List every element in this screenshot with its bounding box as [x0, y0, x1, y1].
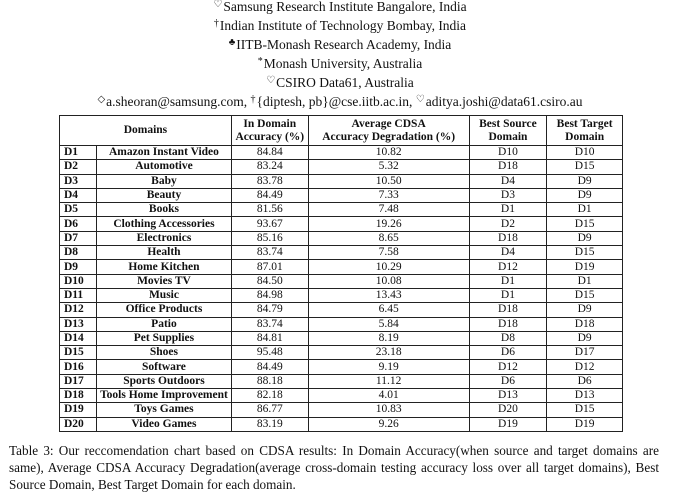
- domain-id-cell: D9: [60, 260, 97, 274]
- best-source-cell: D12: [469, 360, 547, 374]
- best-source-cell: D18: [469, 317, 547, 331]
- cdsa-degradation-cell: 4.01: [308, 389, 469, 403]
- best-source-cell: D4: [469, 174, 547, 188]
- domain-name-cell: Home Kitchen: [97, 260, 232, 274]
- in-domain-accuracy-cell: 84.84: [231, 146, 308, 160]
- domain-name-cell: Books: [97, 203, 232, 217]
- best-target-cell: D15: [547, 160, 623, 174]
- best-source-cell: D1: [469, 288, 547, 302]
- in-domain-accuracy-cell: 83.78: [231, 174, 308, 188]
- cdsa-degradation-cell: 5.32: [308, 160, 469, 174]
- in-domain-accuracy-cell: 84.79: [231, 303, 308, 317]
- cdsa-degradation-cell: 10.50: [308, 174, 469, 188]
- domain-id-cell: D14: [60, 331, 97, 345]
- email-address[interactable]: aditya.joshi@data61.csiro.au: [425, 94, 583, 109]
- affiliation-text: Monash University, Australia: [263, 56, 423, 71]
- in-domain-accuracy-cell: 87.01: [231, 260, 308, 274]
- best-target-cell: D6: [547, 374, 623, 388]
- table-row: [60, 231, 623, 245]
- best-source-cell: D13: [469, 389, 547, 403]
- domain-name-cell: Office Products: [97, 303, 232, 317]
- cdsa-degradation-cell: 7.58: [308, 246, 469, 260]
- domain-id-cell: D19: [60, 403, 97, 417]
- best-target-cell: D19: [547, 260, 623, 274]
- cdsa-degradation-cell: 19.26: [308, 217, 469, 231]
- cdsa-degradation-cell: 9.19: [308, 360, 469, 374]
- domain-id-cell: D18: [60, 389, 97, 403]
- best-target-cell: D15: [547, 246, 623, 260]
- best-target-cell: D12: [547, 360, 623, 374]
- header-best-target: Best Target Domain: [547, 116, 623, 146]
- in-domain-accuracy-cell: 81.56: [231, 203, 308, 217]
- domain-name-cell: Tools Home Improvement: [97, 389, 232, 403]
- email-line: [0, 91, 680, 110]
- domain-name-cell: Health: [97, 246, 232, 260]
- domain-name-cell: Sports Outdoors: [97, 374, 232, 388]
- table-row: [60, 246, 623, 260]
- table-row: [60, 331, 623, 345]
- domain-id-cell: D3: [60, 174, 97, 188]
- domain-id-cell: D12: [60, 303, 97, 317]
- cdsa-degradation-cell: 7.48: [308, 203, 469, 217]
- table-row: [60, 360, 623, 374]
- cdsa-degradation-cell: 23.18: [308, 346, 469, 360]
- in-domain-accuracy-cell: 83.19: [231, 417, 308, 431]
- best-target-cell: D9: [547, 231, 623, 245]
- domain-id-cell: D13: [60, 317, 97, 331]
- table-row: [60, 188, 623, 202]
- best-target-cell: D15: [547, 403, 623, 417]
- in-domain-accuracy-cell: 95.48: [231, 346, 308, 360]
- best-target-cell: D9: [547, 331, 623, 345]
- domain-name-cell: Music: [97, 288, 232, 302]
- best-source-cell: D20: [469, 403, 547, 417]
- in-domain-accuracy-cell: 84.49: [231, 188, 308, 202]
- affiliation-text: IITB-Monash Research Academy, India: [236, 37, 452, 52]
- affiliation-text: Indian Institute of Technology Bombay, India: [219, 18, 467, 33]
- domain-name-cell: Movies TV: [97, 274, 232, 288]
- best-target-cell: D18: [547, 317, 623, 331]
- cdsa-degradation-cell: 11.12: [308, 374, 469, 388]
- cdsa-degradation-cell: 9.26: [308, 417, 469, 431]
- best-target-cell: D15: [547, 288, 623, 302]
- best-source-cell: D18: [469, 160, 547, 174]
- table-row: [60, 174, 623, 188]
- table-row: [60, 203, 623, 217]
- best-target-cell: D19: [547, 417, 623, 431]
- in-domain-accuracy-cell: 83.74: [231, 317, 308, 331]
- domain-id-cell: D16: [60, 360, 97, 374]
- domain-name-cell: Software: [97, 360, 232, 374]
- domain-id-cell: D11: [60, 288, 97, 302]
- best-target-cell: D1: [547, 203, 623, 217]
- domain-id-cell: D4: [60, 188, 97, 202]
- domain-id-cell: D5: [60, 203, 97, 217]
- header-cdsa-degradation: Average CDSA Accuracy Degradation (%): [308, 116, 469, 146]
- in-domain-accuracy-cell: 84.49: [231, 360, 308, 374]
- domain-id-cell: D7: [60, 231, 97, 245]
- in-domain-accuracy-cell: 82.18: [231, 389, 308, 403]
- email-symbol: ◇: [97, 94, 106, 105]
- cdsa-degradation-cell: 7.33: [308, 188, 469, 202]
- best-source-cell: D2: [469, 217, 547, 231]
- affiliation-line: [0, 34, 680, 53]
- table-row: [60, 260, 623, 274]
- domain-name-cell: Shoes: [97, 346, 232, 360]
- table-row: [60, 274, 623, 288]
- domain-name-cell: Beauty: [97, 188, 232, 202]
- domain-name-cell: Baby: [97, 174, 232, 188]
- domain-name-cell: Amazon Instant Video: [97, 146, 232, 160]
- affiliation-line: [0, 15, 680, 34]
- cdsa-degradation-cell: 10.82: [308, 146, 469, 160]
- in-domain-accuracy-cell: 83.24: [231, 160, 308, 174]
- in-domain-accuracy-cell: 86.77: [231, 403, 308, 417]
- table-row: [60, 303, 623, 317]
- domain-id-cell: D20: [60, 417, 97, 431]
- header-domains: Domains: [60, 116, 232, 146]
- in-domain-accuracy-cell: 84.50: [231, 274, 308, 288]
- affiliation-line: [0, 53, 680, 72]
- table-row: [60, 217, 623, 231]
- in-domain-accuracy-cell: 83.74: [231, 246, 308, 260]
- in-domain-accuracy-cell: 84.81: [231, 331, 308, 345]
- best-target-cell: D1: [547, 274, 623, 288]
- best-target-cell: D13: [547, 389, 623, 403]
- best-source-cell: D18: [469, 303, 547, 317]
- domain-id-cell: D1: [60, 146, 97, 160]
- cdsa-degradation-cell: 13.43: [308, 288, 469, 302]
- cdsa-degradation-cell: 10.08: [308, 274, 469, 288]
- table-row: [60, 317, 623, 331]
- table-row: [60, 389, 623, 403]
- best-target-cell: D9: [547, 188, 623, 202]
- header-in-domain-accuracy: In Domain Accuracy (%): [231, 116, 308, 146]
- best-source-cell: D10: [469, 146, 547, 160]
- cdsa-degradation-cell: 6.45: [308, 303, 469, 317]
- cdsa-degradation-cell: 5.84: [308, 317, 469, 331]
- cdsa-degradation-cell: 10.83: [308, 403, 469, 417]
- domain-id-cell: D17: [60, 374, 97, 388]
- table-row: [60, 403, 623, 417]
- affiliation-symbol: ♡: [266, 75, 276, 86]
- affiliation-symbol: ♣: [228, 37, 236, 48]
- affiliation-text: Samsung Research Institute Bangalore, India: [223, 0, 467, 14]
- table-caption: Table 3: Our reccomendation chart based on CDSA results: In Domain Accuracy(when source and target domains are same), Average CDSA Accuracy Degradation(average cross-domain testing accuracy loss over all target domains), Best Source Domain, Best Target Domain for each domain.: [9, 443, 659, 492]
- email-address[interactable]: a.sheoran@samsung.com,: [106, 94, 248, 109]
- cdsa-degradation-cell: 8.19: [308, 331, 469, 345]
- domain-name-cell: Electronics: [97, 231, 232, 245]
- domain-name-cell: Pet Supplies: [97, 331, 232, 345]
- table-row: [60, 417, 623, 431]
- domain-id-cell: D10: [60, 274, 97, 288]
- best-source-cell: D4: [469, 246, 547, 260]
- results-table: [59, 115, 623, 432]
- cdsa-degradation-cell: 10.29: [308, 260, 469, 274]
- table-row: [60, 346, 623, 360]
- domain-id-cell: D2: [60, 160, 97, 174]
- domain-id-cell: D15: [60, 346, 97, 360]
- in-domain-accuracy-cell: 85.16: [231, 231, 308, 245]
- best-source-cell: D6: [469, 346, 547, 360]
- in-domain-accuracy-cell: 88.18: [231, 374, 308, 388]
- in-domain-accuracy-cell: 84.98: [231, 288, 308, 302]
- cdsa-degradation-cell: 8.65: [308, 231, 469, 245]
- best-source-cell: D6: [469, 374, 547, 388]
- table-row: [60, 146, 623, 160]
- best-source-cell: D3: [469, 188, 547, 202]
- best-target-cell: D17: [547, 346, 623, 360]
- affiliation-text: CSIRO Data61, Australia: [276, 75, 414, 90]
- affiliations-block: [0, 0, 680, 110]
- best-source-cell: D1: [469, 274, 547, 288]
- email-address[interactable]: {diptesh, pb}@cse.iitb.ac.in,: [256, 94, 413, 109]
- best-target-cell: D15: [547, 217, 623, 231]
- best-target-cell: D10: [547, 146, 623, 160]
- domain-name-cell: Patio: [97, 317, 232, 331]
- domain-name-cell: Automotive: [97, 160, 232, 174]
- email-symbol: †: [250, 94, 256, 105]
- domain-id-cell: D8: [60, 246, 97, 260]
- affiliation-line: [0, 0, 680, 15]
- best-source-cell: D8: [469, 331, 547, 345]
- best-target-cell: D9: [547, 303, 623, 317]
- domain-name-cell: Clothing Accessories: [97, 217, 232, 231]
- table-header-row: [60, 116, 623, 146]
- table-row: [60, 374, 623, 388]
- domain-name-cell: Video Games: [97, 417, 232, 431]
- in-domain-accuracy-cell: 93.67: [231, 217, 308, 231]
- header-best-source: Best Source Domain: [469, 116, 547, 146]
- best-source-cell: D19: [469, 417, 547, 431]
- domain-id-cell: D6: [60, 217, 97, 231]
- best-source-cell: D12: [469, 260, 547, 274]
- domain-name-cell: Toys Games: [97, 403, 232, 417]
- affiliation-symbol: †: [213, 18, 219, 29]
- affiliation-symbol: *: [257, 56, 263, 67]
- affiliation-line: [0, 72, 680, 91]
- best-source-cell: D1: [469, 203, 547, 217]
- table-row: [60, 160, 623, 174]
- table-row: [60, 288, 623, 302]
- best-target-cell: D9: [547, 174, 623, 188]
- email-symbol: ♡: [415, 94, 425, 105]
- best-source-cell: D18: [469, 231, 547, 245]
- affiliation-symbol: ♡: [213, 0, 223, 10]
